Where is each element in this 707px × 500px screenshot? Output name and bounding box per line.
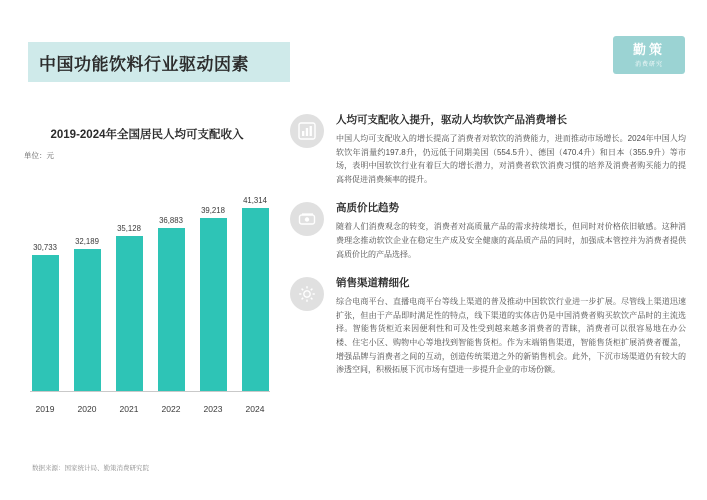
driver-section-body — [336, 112, 686, 186]
driver-section-body — [336, 275, 686, 377]
bar-value-label: 41,314 — [243, 196, 267, 205]
bar — [32, 255, 59, 391]
bar-column — [114, 176, 144, 391]
section-title: 人均可支配收入提升，驱动人均软饮产品消费增长 — [336, 114, 567, 126]
bar-value-label: 39,218 — [201, 206, 225, 215]
brand-logo — [613, 36, 685, 74]
bar-column — [156, 176, 186, 391]
bar-chart-icon — [290, 114, 324, 148]
x-axis-line — [30, 391, 270, 392]
driver-sections — [290, 112, 686, 391]
chart-unit-label: 单位：元 — [24, 151, 54, 160]
driver-section-income — [290, 112, 686, 186]
bar — [242, 208, 269, 391]
x-axis-tick-label: 2020 — [77, 404, 97, 414]
bar-chart-plot — [22, 167, 272, 422]
chart-source-note: 数据来源：国家统计局、勤策消费研究院 — [32, 465, 149, 472]
page-title: 中国功能饮料行业驱动因素 — [39, 54, 249, 74]
bar — [116, 236, 143, 391]
x-axis-tick-label: 2023 — [203, 404, 223, 414]
brand-logo-tagline: 消费研究 — [634, 61, 663, 68]
chart-container — [22, 128, 272, 472]
bar-value-label: 30,733 — [33, 243, 57, 252]
bar-column — [240, 176, 270, 391]
page-title-banner — [28, 42, 290, 82]
bar — [74, 249, 101, 391]
bar — [200, 218, 227, 391]
driver-section-value — [290, 200, 686, 261]
bar-column — [30, 176, 60, 391]
bar-column — [198, 176, 228, 391]
gear-icon — [290, 277, 324, 311]
money-icon — [290, 202, 324, 236]
section-text: 综合电商平台、直播电商平台等线上渠道的普及推动中国软饮行业进一步扩展。尽管线上渠道迅速扩张，但由于产品即时满足性的特点，线下渠道的实体店仍是中国消费者购买软饮产品时的主流选择。智能售货柜近来因便利性和可及性受到越来越多消费者的青睐，消费者可以很容易地在办公楼、住宅小区、购物中心等地找到智能售货柜。作为末端销售渠道，智能售货柜扩展消费者覆盖，增强品牌与消费者之间的互动，创造传统渠道之外的新销售机会。此外，下沉市场渠道仍有较大的渗透空间，积极拓展下沉市场有望进一步提升企业的市场份额。 — [336, 297, 686, 375]
brand-logo-name: 勤策 — [632, 41, 665, 57]
bar-value-label: 32,189 — [75, 237, 99, 246]
x-axis-tick-labels — [30, 404, 270, 414]
bar-column — [72, 176, 102, 391]
x-axis-tick-label: 2021 — [119, 404, 139, 414]
bar-value-label: 36,883 — [159, 216, 183, 225]
driver-section-body — [336, 200, 686, 261]
driver-section-channel — [290, 275, 686, 377]
bar-series — [30, 176, 270, 391]
bar-value-label: 35,128 — [117, 224, 141, 233]
section-title: 高质价比趋势 — [336, 202, 399, 215]
x-axis-tick-label: 2022 — [161, 404, 181, 414]
section-title: 销售渠道精细化 — [336, 277, 410, 290]
bar — [158, 228, 185, 391]
x-axis-tick-label: 2019 — [35, 404, 55, 414]
section-text: 随着人们消费观念的转变，消费者对高质量产品的需求持续增长，但同时对价格依旧敏感。这种消费理念推动软饮企业在稳定生产成及安全健康的高品质产品的同时，加强成本管控并为消费者提供高质价比的产品选择。 — [336, 222, 686, 259]
section-text: 中国人均可支配收入的增长提高了消费者对软饮的消费能力，进而推动市场增长。2024年中国人均软饮年消量约197.8升，仍远低于同期美国（554.5升）、德国（470.4升）和日本（355.9升）等市场，表明中国软饮行业有着巨大的增长潜力，对消费者软饮消费习惯的培养及消费者购买能力的提高将促进消费频率的提升。 — [336, 134, 686, 184]
x-axis-tick-label: 2024 — [245, 404, 265, 414]
chart-title: 2019-2024年全国居民人均可支配收入 — [50, 129, 244, 141]
